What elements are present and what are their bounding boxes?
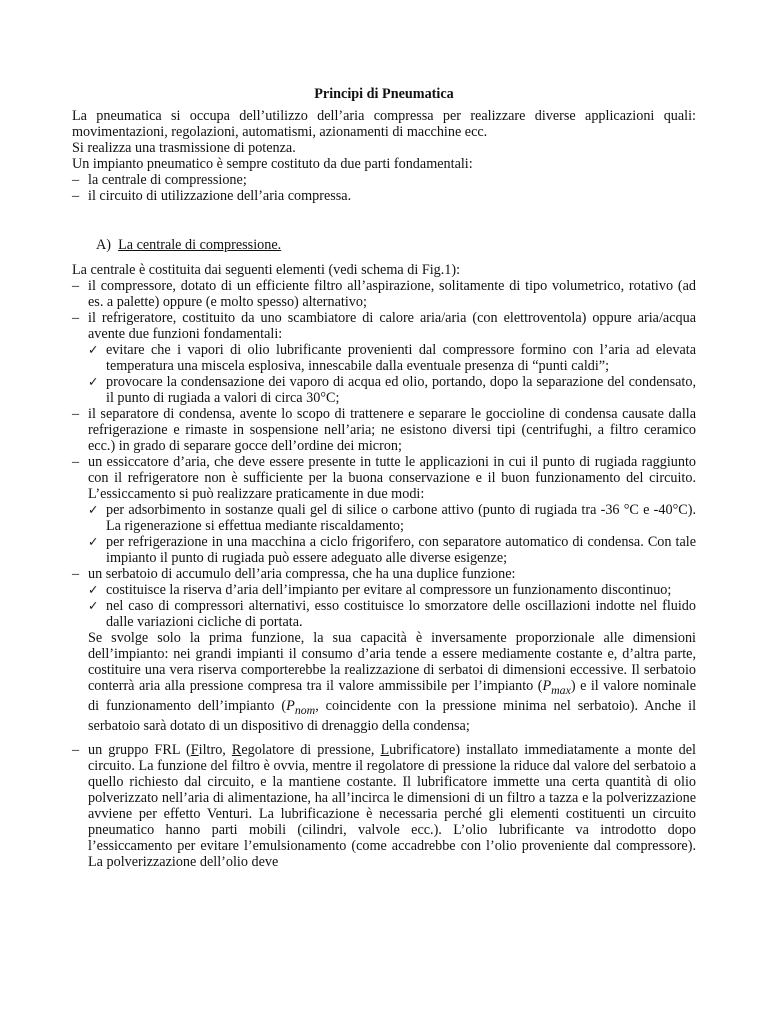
p-max-base: P — [542, 678, 552, 694]
list-item-text: il circuito di utilizzazione dell’aria compressa. — [88, 188, 352, 204]
check-item-text: nel caso di compressori alternativi, esso costituisce lo smorzatore delle oscillazioni indotte nel fluido dalle variazioni cicliche di portata. — [106, 598, 696, 630]
frl-part: iltro, — [198, 741, 232, 758]
frl-part: egolatore di pressione, — [241, 741, 381, 758]
refrigerator-text: il refrigeratore, costituito da uno scambiatore di calore aria/aria (con elettroventola) oppure aria/acqua avente due funzioni fondamentali: — [88, 310, 696, 342]
tank-paragraph-part: ) e il valore nominale di funzionamento dell’impianto ( — [88, 678, 696, 714]
list-item — [72, 172, 696, 188]
check-item-text: costituisce la riserva d’aria dell’impianto per evitare al compressore un funzionamento discontinuo; — [106, 582, 672, 598]
dash-bullet: – — [72, 741, 80, 758]
check-item-text: per refrigerazione in una macchina a ciclo frigorifero, con separatore automatico di condensa. Con tale impianto il punto di rugiada può essere adeguato alle diverse esigenze; — [106, 534, 696, 566]
dash-bullet: – — [72, 566, 80, 582]
section-letter: A) — [96, 237, 111, 253]
check-icon: ✓ — [88, 582, 99, 597]
tank-text: un serbatoio di accumulo dell’aria compressa, che ha una duplice funzione: — [88, 566, 516, 582]
check-item-text: evitare che i vapori di olio lubrificante provenienti dal compressore formino con l’aria ad elevata temperatura una miscela esplosiva, innescabile dalla eventuale presenza di “punti caldi”; — [106, 342, 696, 374]
dash-bullet: – — [72, 278, 80, 294]
frl-text — [88, 742, 696, 870]
p-nom-symbol — [286, 697, 316, 717]
section-heading — [96, 237, 281, 253]
section-title: La centrale di compressione. — [118, 237, 282, 253]
check-item — [72, 342, 696, 374]
dryer-text: un essiccatore d’aria, che deve essere presente in tutte le applicazioni in cui il punto di rugiada raggiunto con il refrigeratore non è sufficiente per la buona conservazione e il buon funzionamento del circuito. L’essiccamento si può realizzare praticamente in due modi: — [88, 454, 696, 502]
tank-paragraph — [72, 630, 696, 734]
check-item — [72, 502, 696, 534]
intro-paragraph-3: Un impianto pneumatico è sempre costituto da due parti fondamentali: — [72, 156, 473, 172]
list-item — [72, 454, 696, 502]
list-item-text: la centrale di compressione; — [88, 172, 247, 188]
p-max-sub: max — [551, 682, 571, 697]
check-item-text: provocare la condensazione dei vaporo di acqua ed olio, portando, dopo la separazione del condensato, il punto di rugiada a valori di circa 30°C; — [106, 374, 696, 406]
frl-letter-l: L — [380, 741, 390, 758]
list-item — [72, 566, 696, 582]
frl-part: ubrificatore) installato immediatamente a monte del circuito. La funzione del filtro è ovvia, mentre il regolatore di pressione la riduce dal valore del serbatoio a quello richiesto dal circuito, e la mantiene costante. Il lubrificatore immette una certa quantità di olio polverizzato nell’aria di alimentazione, ha all’incirca le dimensioni di un filtro a tazza e la polverizzazione avviene per effetto Venturi. La lubrificazione è necessaria perché gli elementi costituenti un circuito pneumatico hanno parti mobili (cilindri, valvole ecc.). L’olio lubrificante va introdotto dopo l’essiccamento per evitare l’emulsionamento (come accadrebbe con l’olio proveniente dal compressore). La polverizzazione dell’olio deve — [88, 741, 696, 870]
check-icon: ✓ — [88, 342, 99, 357]
tank-paragraph-part: Se svolge solo la prima funzione, la sua capacità è inversamente proporzionale alle dimensioni dell’impianto: nei grandi impianti il consumo d’aria tende a essere mediamente costante e, d’altra parte, costituire una vera riserva comporterebbe la realizzazione di serbatoi di dimensioni eccessive. Il serbatoio conterrà aria alla pressione compresa tra il valore ammissibile per l’impianto ( — [88, 630, 696, 694]
tank-paragraph-part: , coincidente con la pressione minima nel serbatoio). Anche il serbatoio sarà dotato di un dispositivo di drenaggio della condensa; — [88, 697, 697, 734]
check-item — [72, 582, 696, 598]
check-item — [72, 534, 696, 566]
check-icon: ✓ — [88, 374, 99, 389]
check-icon: ✓ — [88, 502, 99, 517]
list-item — [72, 188, 696, 204]
check-icon: ✓ — [88, 598, 99, 613]
section-body — [72, 262, 696, 870]
check-item — [72, 374, 696, 406]
check-item — [72, 598, 696, 630]
check-item-text: per adsorbimento in sostanze quali gel di silice o carbone attivo (punto di rugiada tra -36 °C e -40°C). La rigenerazione si effettua mediante riscaldamento; — [106, 502, 696, 534]
frl-letter-f: F — [190, 741, 199, 758]
dash-bullet: – — [72, 310, 80, 326]
dash-bullet: – — [72, 406, 80, 422]
list-item — [72, 406, 696, 454]
list-item — [72, 310, 696, 342]
frl-part: un gruppo FRL ( — [88, 741, 191, 758]
intro-paragraph-2: Si realizza una trasmissione di potenza. — [72, 140, 296, 156]
p-max-symbol — [542, 678, 571, 697]
spacer — [72, 734, 696, 742]
dash-bullet: – — [72, 454, 80, 470]
intro-section — [72, 108, 696, 204]
compressor-text: il compressore, dotato di un efficiente filtro all’aspirazione, solitamente di tipo volumetrico, rotativo (ad es. a palette) oppure (e molto spesso) alternativo; — [88, 278, 696, 310]
page-title: Principi di Pneumatica — [314, 86, 454, 102]
frl-letter-r: R — [231, 741, 242, 758]
dash-bullet: – — [72, 188, 80, 204]
list-item — [72, 278, 696, 310]
section-lead: La centrale è costituita dai seguenti elementi (vedi schema di Fig.1): — [72, 262, 461, 278]
list-item — [72, 742, 696, 870]
p-nom-sub: nom — [294, 702, 316, 717]
dash-bullet: – — [72, 172, 80, 188]
separator-text: il separatore di condensa, avente lo scopo di trattenere e separare le goccioline di condensa causate dalla refrigerazione e rimaste in sospensione nell’aria; ne esistono diversi tipi (centrifughi, a filtro ceramico ecc.) in grado di separare gocce dell’ordine dei micron; — [88, 406, 696, 454]
intro-paragraph-1: La pneumatica si occupa dell’utilizzo dell’aria compressa per realizzare diverse applicazioni quali: movimentazioni, regolazioni, automatismi, azionamenti di macchine ecc. — [72, 108, 696, 140]
check-icon: ✓ — [88, 534, 99, 549]
p-nom-base: P — [286, 697, 295, 714]
